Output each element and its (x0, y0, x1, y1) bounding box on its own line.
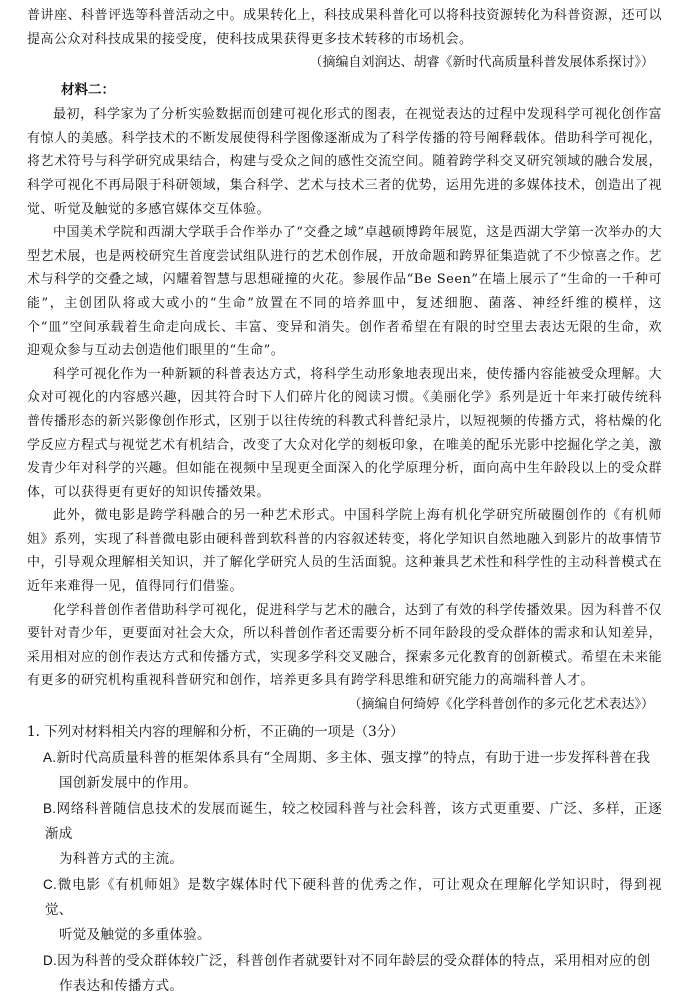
paragraph-2: 中国美术学院和西湖大学联手合作举办了“交叠之域”卓越硕博跨年展览，这是西湖大学第一次举办的大型艺术展，也是两校研究生首度尝试组队进行的艺术创作展，开放命题和跨界征集造就了不少惊喜之作。艺术与科学的交叠之域，闪耀着智慧与思想碰撞的火花。参展作品“Be Seen”在墙上展示了“生命的一千种可能”，主创团队将或大或小的“生命”放置在不同的培养皿中，复述细胞、菌落、神经纤维的模样，这个“皿”空间承载着生命走向成长、丰富、变异和消失。创作者希望在有限的时空里去表达无限的生命，欢迎观众参与互动去创造他们眼里的“生命”。 (27, 225, 662, 359)
option-label: C. (43, 877, 58, 893)
paragraph-5: 化学科普创作者借助科学可视化，促进科学与艺术的融合，达到了有效的科学传播效果。因为科普不仅要针对青少年，更要面对社会大众，所以科普创作者还需要分析不同年龄段的受众群体的需求和认知差异，采用相对应的创作表达方式和传播方式，实现多学科交叉融合，探索多元化教育的创新模式。希望在未来能有更多的研究机构重视科普研究和创作，培养更多具有跨学科思维和研究能力的高端科普人才。 (27, 602, 662, 689)
option-d[interactable] (45, 948, 662, 999)
option-a[interactable] (45, 745, 662, 796)
option-text-cont: 听觉及触觉的多重体验。 (59, 927, 211, 944)
material1-tail: 普讲座、科普评选等科普活动之中。成果转化上，科技成果科普化可以将科技资源转化为科普资源，还可以提高公众对科技成果的接受度，使科技成果获得更多技术转移的市场机会。 (27, 8, 662, 47)
paragraph-1: 最初，科学家为了分析实验数据而创建可视化形式的图表，在视觉表达的过程中发现科学可视化创作富有惊人的美感。科学技术的不断发展使得科学图像逐渐成为了科学传播的符号阐释载体。借助科学可视化，将艺术符号与科学研究成果结合，构建与受众之间的感性交流空间。随着跨学科交叉研究领域的融合发展，科学可视化不再局限于科研领域，集合科学、艺术与技术三者的优势，运用先进的多媒体技术，创造出了视觉、听觉及触觉的多感官媒体交互体验。 (27, 107, 662, 217)
option-label: D. (43, 953, 58, 969)
source-citation-1: （摘编自刘润达、胡睿《新时代高质量科普发展体系探讨》） (309, 55, 654, 71)
option-text-cont: 为科普方式的主流。 (59, 851, 184, 868)
material2-heading: 材料二： (61, 82, 115, 99)
option-text-cont: 作表达和传播方式。 (59, 978, 184, 995)
option-b[interactable] (45, 796, 662, 872)
option-text-cont: 国创新发展中的作用。 (59, 775, 197, 792)
option-text: 因为科普的受众群体较广泛，科普创作者就要针对不同年龄层的受众群体的特点，采用相对应的创 (57, 953, 651, 970)
option-c[interactable] (45, 872, 662, 948)
paragraph-3: 科学可视化作为一种新颖的科普表达方式，将科学生动形象地表现出来，使传播内容能被受众理解。大众对可视化的内容感兴趣，因其符合时下人们碎片化的阅读习惯。《美丽化学》系列是近十年来打破传统科普传播形态的新兴影像创作形式，区别于以往传统的科教式科普纪录片，以短视频的传播方式，将枯燥的化学反应方程式与视觉艺术有机结合，改变了大众对化学的刻板印象，在唯美的配乐光影中挖掘化学之美，激发青少年对科学的兴趣。但如能在视频中呈现更全面深入的化学原理分析，面向高中生年龄段以上的受众群体，可以获得更有更好的知识传播效果。 (27, 366, 662, 500)
option-text: 网络科普随信息技术的发展而诞生，较之校园科普与社会科普，该方式更重要、广泛、多样，正逐渐成 (45, 801, 662, 843)
option-text: 微电影《有机师姐》是数字媒体时代下硬科普的优秀之作，可让观众在理解化学知识时，得到视觉、 (45, 877, 662, 919)
option-label: A. (43, 750, 57, 766)
paragraph-4: 此外，微电影是跨学科融合的另一种艺术形式。中国科学院上海有机化学研究所破圈创作的《有机师姐》系列，实现了科普微电影由硬科普到软科普的内容叙述转变，将化学知识自然地融入到影片的故事情节中，引导观众理解相关知识，并了解化学研究人员的生活面貌。这种兼具艺术性和科学性的主动科普模式在近年来难得一见，值得同行们借鉴。 (27, 508, 662, 595)
option-text: 新时代高质量科普的框架体系具有“全周期、多主体、强支撑”的特点，有助于进一步发挥科普在我 (56, 750, 651, 767)
option-label: B. (43, 801, 57, 817)
question-title: 1. 下列对材料相关内容的理解和分析，不正确的一项是（3分） (27, 724, 404, 741)
source-citation-2: （摘编自何绮婷《化学科普创作的多元化艺术表达》） (348, 697, 654, 713)
